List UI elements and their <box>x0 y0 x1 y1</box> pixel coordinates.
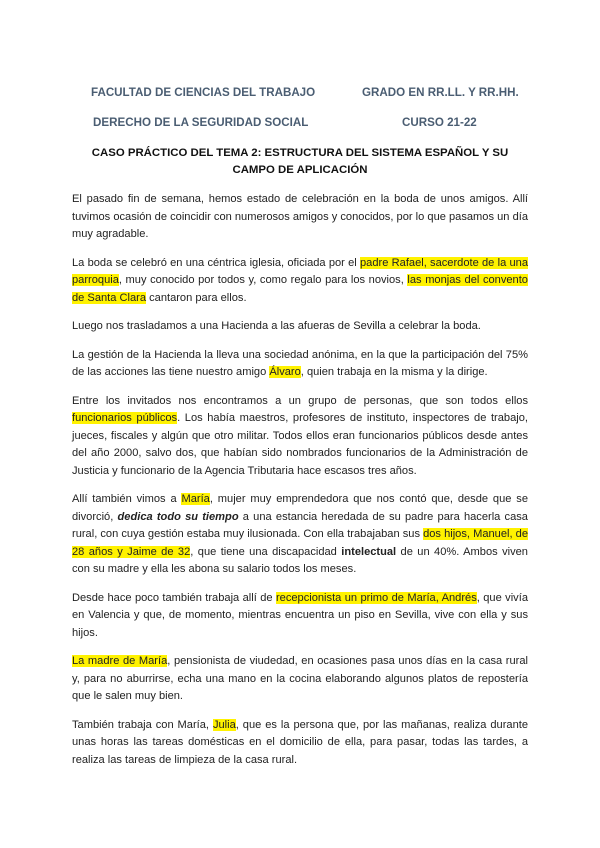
text-run: Allí también vimos a <box>72 493 182 505</box>
highlight: funcionarios públicos <box>72 412 178 424</box>
highlight: Álvaro <box>269 366 301 378</box>
highlight: La madre de María <box>72 655 168 667</box>
paragraph-9 <box>72 717 528 770</box>
highlight: recepcionista un primo de María, Andrés <box>275 591 477 604</box>
text-run: , pensionista de viudedad, en ocasiones pasa unos días en la casa rural y, para no aburrirse, echa una mano en la cocina elaborando algunos platos de repostería que le salen muy bien. <box>72 655 528 702</box>
text-run: La boda se celebró en una céntrica iglesia, oficiada por el <box>72 256 361 269</box>
paragraph-4 <box>72 347 528 382</box>
text-run: cantaron para ellos. <box>146 291 247 304</box>
text-run: de un 40%. Ambos viven con su madre y ella les abona su salario todos los meses. <box>72 545 528 575</box>
text-run: Entre los invitados nos encontramos a un grupo de personas, que son todos ellos <box>72 394 528 407</box>
paragraph-5 <box>72 393 528 481</box>
text-run: , que es la persona que, por las mañanas, realiza durante unas horas las tareas domésticas en el domicilio de ella, para pasar, todas las tardes, a realiza las tareas de limpieza de la casa rural. <box>72 718 529 766</box>
text-run: Desde hace poco también trabaja allí de <box>72 591 276 604</box>
paragraph-2 <box>72 255 528 308</box>
header-degree: GRADO EN RR.LL. Y RR.HH. <box>362 86 519 99</box>
text-run: , mujer muy emprendedora que nos contó que, desde que se divorció, <box>72 493 528 523</box>
paragraph-8 <box>72 653 528 706</box>
text-run: , que tiene una discapacidad <box>190 545 342 558</box>
highlight: padre Rafael, sacerdote de la una parroquia <box>72 256 528 286</box>
document-title: CASO PRÁCTICO DEL TEMA 2: ESTRUCTURA DEL SISTEMA ESPAÑOL Y SU CAMPO DE APLICACIÓN <box>91 147 509 176</box>
paragraph-1: El pasado fin de semana, hemos estado de celebración en la boda de unos amigos. Allí tuvimos ocasión de coincidir con numerosos amigos y conocidos, por lo que pasamos un día muy agradable. <box>72 193 528 240</box>
document-body <box>72 191 528 780</box>
header-faculty: FACULTAD DE CIENCIAS DEL TRABAJO <box>91 86 316 99</box>
text-run: También trabaja con María, <box>72 718 213 731</box>
highlight: Julia <box>212 718 236 731</box>
text-run: , muy conocido por todos y, como regalo para los novios, <box>118 274 408 286</box>
highlight: las monjas del convento de Santa Clara <box>72 274 528 304</box>
header-subject: DERECHO DE LA SEGURIDAD SOCIAL <box>93 116 309 129</box>
text-run: La gestión de la Hacienda la lleva una sociedad anónima, en la que la participación del 75% de las acciones las tiene nuestro amigo <box>72 348 528 378</box>
highlight: dos hijos, Manuel, de 28 años y Jaime de 32 <box>72 528 528 558</box>
paragraph-7 <box>72 590 528 643</box>
text-run: , quien trabaja en la misma y la dirige. <box>300 366 488 378</box>
emphasis: dedica todo su tiempo <box>117 510 239 523</box>
text-run: , que vivía en Valencia y que, de momento, mientras encuentra un piso en Sevilla, vive con ella y sus hijos. <box>72 591 528 639</box>
bold-text: intelectual <box>341 545 397 558</box>
paragraph-3: Luego nos trasladamos a una Hacienda a las afueras de Sevilla a celebrar la boda. <box>72 320 481 332</box>
text-run: a una estancia heredada de su padre para hacerla casa rural, con cuya gestión estaba muy ilusionada. Con ella trabajaban sus <box>72 510 528 540</box>
highlight: María <box>181 493 210 505</box>
header-course: CURSO 21-22 <box>402 116 477 129</box>
text-run: . Los había maestros, profesores de instituto, inspectores de trabajo, jueces, fiscales y algún que otro militar. Todos ellos eran funcionarios públicos desde antes del año 2000, salvo dos, que habían sido nombrados funcionarios de la Administración de Justicia y funcionario de la Agencia Tributaria hace escasos tres años. <box>72 412 528 477</box>
paragraph-6 <box>72 491 528 579</box>
